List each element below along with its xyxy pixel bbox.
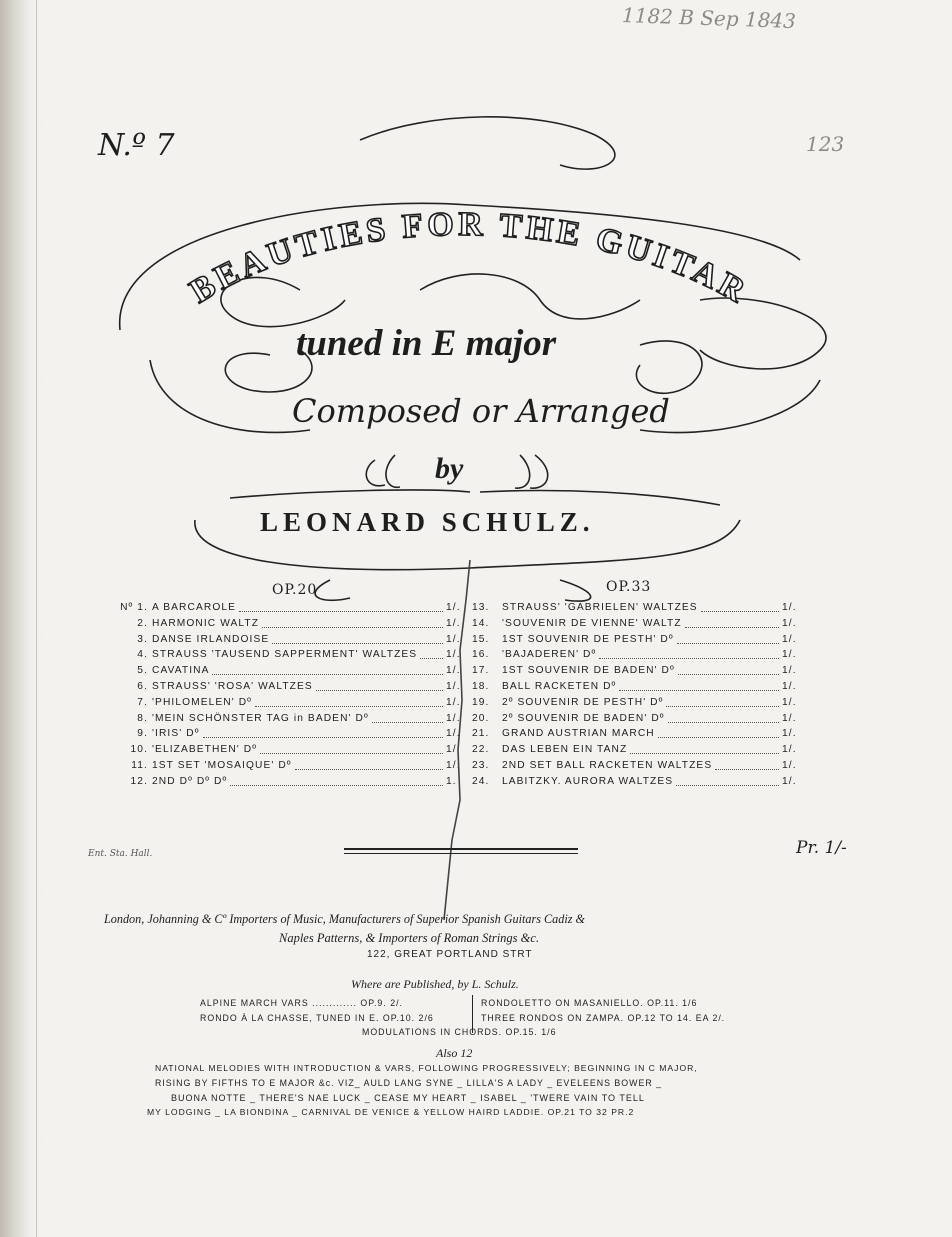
item-title: STRAUSS' 'ROSA' WALTZES xyxy=(152,681,313,692)
item-price: 1/. xyxy=(446,649,461,661)
item-number: 21. xyxy=(472,728,490,740)
leader-dots xyxy=(316,690,443,691)
item-number: 5. xyxy=(137,665,148,677)
leader-dots xyxy=(619,690,779,691)
leader-dots xyxy=(203,737,443,738)
item-price: 1/. xyxy=(782,775,797,787)
published-left-1: ALPINE MARCH VARS ............. OP.9. 2/. xyxy=(200,998,403,1008)
list-item xyxy=(472,697,796,711)
leader-dots xyxy=(677,643,779,644)
list-item xyxy=(472,681,796,695)
item-number: 2. xyxy=(137,617,148,629)
item-number: 17. xyxy=(472,665,490,677)
item-title: 'PHILOMELEN' Dº xyxy=(152,696,252,708)
item-title: 'ELIZABETHEN' Dº xyxy=(152,744,258,756)
also-heading: Also 12 xyxy=(436,1046,473,1060)
item-title: STRAUSS 'TAUSEND SAPPERMENT' WALTZES xyxy=(152,649,418,661)
item-price: 1/. xyxy=(782,617,797,629)
item-number: Nº 1. xyxy=(120,602,148,613)
item-price: 1/. xyxy=(782,712,797,724)
melodies-line-1: NATIONAL MELODIES WITH INTRODUCTION & VARS, FOLLOWING PROGRESSIVELY; BEGINNING IN C MAJOR, xyxy=(155,1063,698,1073)
leader-dots xyxy=(295,769,443,770)
item-title: DAS LEBEN EIN TANZ xyxy=(502,744,628,756)
list-item xyxy=(472,618,796,632)
list-item xyxy=(116,681,460,695)
item-number: 13. xyxy=(472,602,490,613)
item-title: 'SOUVENIR DE VIENNE' WALTZ xyxy=(502,617,682,629)
leader-dots xyxy=(668,722,779,723)
composer-name: LEONARD SCHULZ. xyxy=(260,507,595,537)
published-heading: Where are Published, by L. Schulz. xyxy=(351,977,519,991)
item-price: 1/. xyxy=(446,602,461,613)
item-title: 2º SOUVENIR DE BADEN' Dº xyxy=(502,712,665,724)
leader-dots xyxy=(715,769,779,770)
published-right-1: RONDOLETTO ON MASANIELLO. OP.11. 1/6 xyxy=(481,998,698,1008)
publisher-line-1: London, Johanning & Cº Importers of Music, Manufacturers of Superior Spanish Guitars Cadiz & xyxy=(104,912,586,926)
item-price: 1/. xyxy=(782,665,797,677)
leader-dots xyxy=(212,674,443,675)
item-price: 1/. xyxy=(446,696,461,708)
modulations-line: MODULATIONS IN CHORDS. OP.15. 1/6 xyxy=(362,1027,557,1037)
list-item xyxy=(472,728,796,742)
item-number: 22. xyxy=(472,744,490,756)
item-number: 18. xyxy=(472,681,490,692)
published-left-2: RONDO À LA CHASSE, TUNED IN E. OP.10. 2/6 xyxy=(200,1013,434,1023)
center-rule xyxy=(344,848,578,850)
leader-dots xyxy=(630,753,779,754)
list-item xyxy=(116,728,460,742)
item-title: 'IRIS' Dº xyxy=(152,728,200,740)
tuning-subtitle: tuned in E major xyxy=(296,323,557,364)
list-item xyxy=(116,697,460,711)
list-item xyxy=(116,713,460,727)
publisher-line-2: Naples Patterns, & Importers of Roman Strings &c. xyxy=(279,931,540,945)
item-title: 2ND Dº Dº Dº xyxy=(152,775,228,787)
item-title: 1ST SOUVENIR DE PESTH' Dº xyxy=(502,633,674,645)
item-number: 24. xyxy=(472,775,490,787)
item-title: HARMONIC WALTZ xyxy=(152,617,260,629)
item-number: 4. xyxy=(137,649,148,661)
item-number: 7. xyxy=(137,696,148,708)
list-item xyxy=(472,760,796,774)
item-title: GRAND AUSTRIAN MARCH xyxy=(502,728,655,740)
item-title: BALL RACKETEN Dº xyxy=(502,681,617,692)
publisher-address: 122, GREAT PORTLAND STRT xyxy=(367,949,533,960)
melodies-line-2: RISING BY FIFTHS TO E MAJOR &c. VIZ_ AULD LANG SYNE _ LILLA'S A LADY _ EVELEENS BOWER _ xyxy=(155,1078,663,1088)
melodies-line-4: MY LODGING _ LA BIONDINA _ CARNIVAL DE VENICE & YELLOW HAIRD LADDIE. OP.21 TO 32 PR.2 xyxy=(147,1107,635,1117)
item-number: 12. xyxy=(130,775,148,787)
list-item xyxy=(472,649,796,663)
melodies-line-3: BUONA NOTTE _ THERE'S NAE LUCK _ CEASE MY HEART _ ISABEL _ 'TWERE VAIN TO TELL xyxy=(171,1093,645,1103)
list-item xyxy=(116,602,460,616)
opus-left: OP.20 xyxy=(272,582,318,598)
published-right-2: THREE RONDOS ON ZAMPA. OP.12 TO 14. EA 2/. xyxy=(481,1013,726,1023)
item-number: 15. xyxy=(472,633,490,645)
list-item xyxy=(116,649,460,663)
item-number: 10. xyxy=(130,744,148,756)
composed-line: Composed or Arranged xyxy=(292,392,670,430)
item-number: 20. xyxy=(472,712,490,724)
item-title: 1ST SET 'MOSAIQUE' Dº xyxy=(152,760,292,771)
list-item xyxy=(116,665,460,679)
item-number: 14. xyxy=(472,617,490,629)
item-title: STRAUSS' 'GABRIELEN' WALTZES xyxy=(502,602,698,613)
list-item xyxy=(472,634,796,648)
list-item xyxy=(116,744,460,758)
paper-tear xyxy=(440,560,480,920)
leader-dots xyxy=(599,658,779,659)
leader-dots xyxy=(678,674,779,675)
item-price: 1/. xyxy=(782,696,797,708)
each-price: Pr. 1/- xyxy=(796,838,847,858)
leader-dots xyxy=(701,611,779,612)
item-title: 2º SOUVENIR DE PESTH' Dº xyxy=(502,696,664,708)
entered-stationers-hall: Ent. Sta. Hall. xyxy=(88,849,153,859)
opus-right: OP.33 xyxy=(606,579,652,595)
item-price: 1/. xyxy=(446,728,461,740)
item-price: 1/. xyxy=(446,681,461,692)
leader-dots xyxy=(260,753,443,754)
list-item xyxy=(116,760,460,774)
center-rule-thin xyxy=(344,853,578,854)
leader-dots xyxy=(685,627,779,628)
list-item xyxy=(116,618,460,632)
list-item xyxy=(472,602,796,616)
item-price: 1/. xyxy=(446,744,461,756)
svg-text:BEAUTIES FOR THE GUITAR: BEAUTIES FOR THE GUITAR xyxy=(183,205,755,312)
list-item xyxy=(116,634,460,648)
item-number: 23. xyxy=(472,760,490,771)
list-item xyxy=(472,744,796,758)
item-title: A BARCAROLE xyxy=(152,602,237,613)
leader-dots xyxy=(666,706,779,707)
item-number: 11. xyxy=(131,760,148,771)
item-title: CAVATINA xyxy=(152,665,210,677)
item-price: 1/. xyxy=(446,760,461,771)
leader-dots xyxy=(658,737,779,738)
item-number: 8. xyxy=(137,712,148,724)
list-item xyxy=(472,713,796,727)
item-price: 1/. xyxy=(446,712,461,724)
item-number: 19. xyxy=(472,696,490,708)
list-item xyxy=(116,776,460,790)
number-label: N.º 7 xyxy=(98,128,175,163)
item-price: 1/. xyxy=(446,617,461,629)
leader-dots xyxy=(262,627,443,628)
item-title: 'MEIN SCHÖNSTER TAG in BADEN' Dº xyxy=(152,712,369,724)
leader-dots xyxy=(372,722,443,723)
item-title: 'BAJADEREN' Dº xyxy=(502,649,597,661)
leader-dots xyxy=(255,706,443,707)
item-price: 1/. xyxy=(446,633,461,645)
catalogue-note: 1182 B Sep 1843 xyxy=(621,2,797,34)
shelf-number: 123 xyxy=(806,132,845,156)
leader-dots xyxy=(676,785,779,786)
item-price: 1/. xyxy=(782,681,797,692)
item-price: 1/. xyxy=(782,649,797,661)
item-price: 1/. xyxy=(782,602,797,613)
item-number: 6. xyxy=(137,681,148,692)
item-price: 1/. xyxy=(782,633,797,645)
item-number: 3. xyxy=(137,633,148,645)
item-price: 1/. xyxy=(446,665,461,677)
item-number: 16. xyxy=(472,649,490,661)
by-word: by xyxy=(435,452,464,485)
leader-dots xyxy=(239,611,443,612)
item-price: 1/. xyxy=(782,744,797,756)
item-price: 1. xyxy=(446,775,457,787)
item-number: 9. xyxy=(137,728,148,740)
item-title: LABITZKY. AURORA WALTZES xyxy=(502,775,674,787)
leader-dots xyxy=(230,785,443,786)
item-title: DANSE IRLANDOISE xyxy=(152,633,270,645)
item-price: 1/. xyxy=(782,728,797,740)
list-item xyxy=(472,776,796,790)
list-item xyxy=(472,665,796,679)
item-title: 2ND SET BALL RACKETEN WALTZES xyxy=(502,760,713,771)
item-price: 1/. xyxy=(782,760,797,771)
leader-dots xyxy=(272,643,443,644)
item-title: 1ST SOUVENIR DE BADEN' Dº xyxy=(502,665,675,677)
